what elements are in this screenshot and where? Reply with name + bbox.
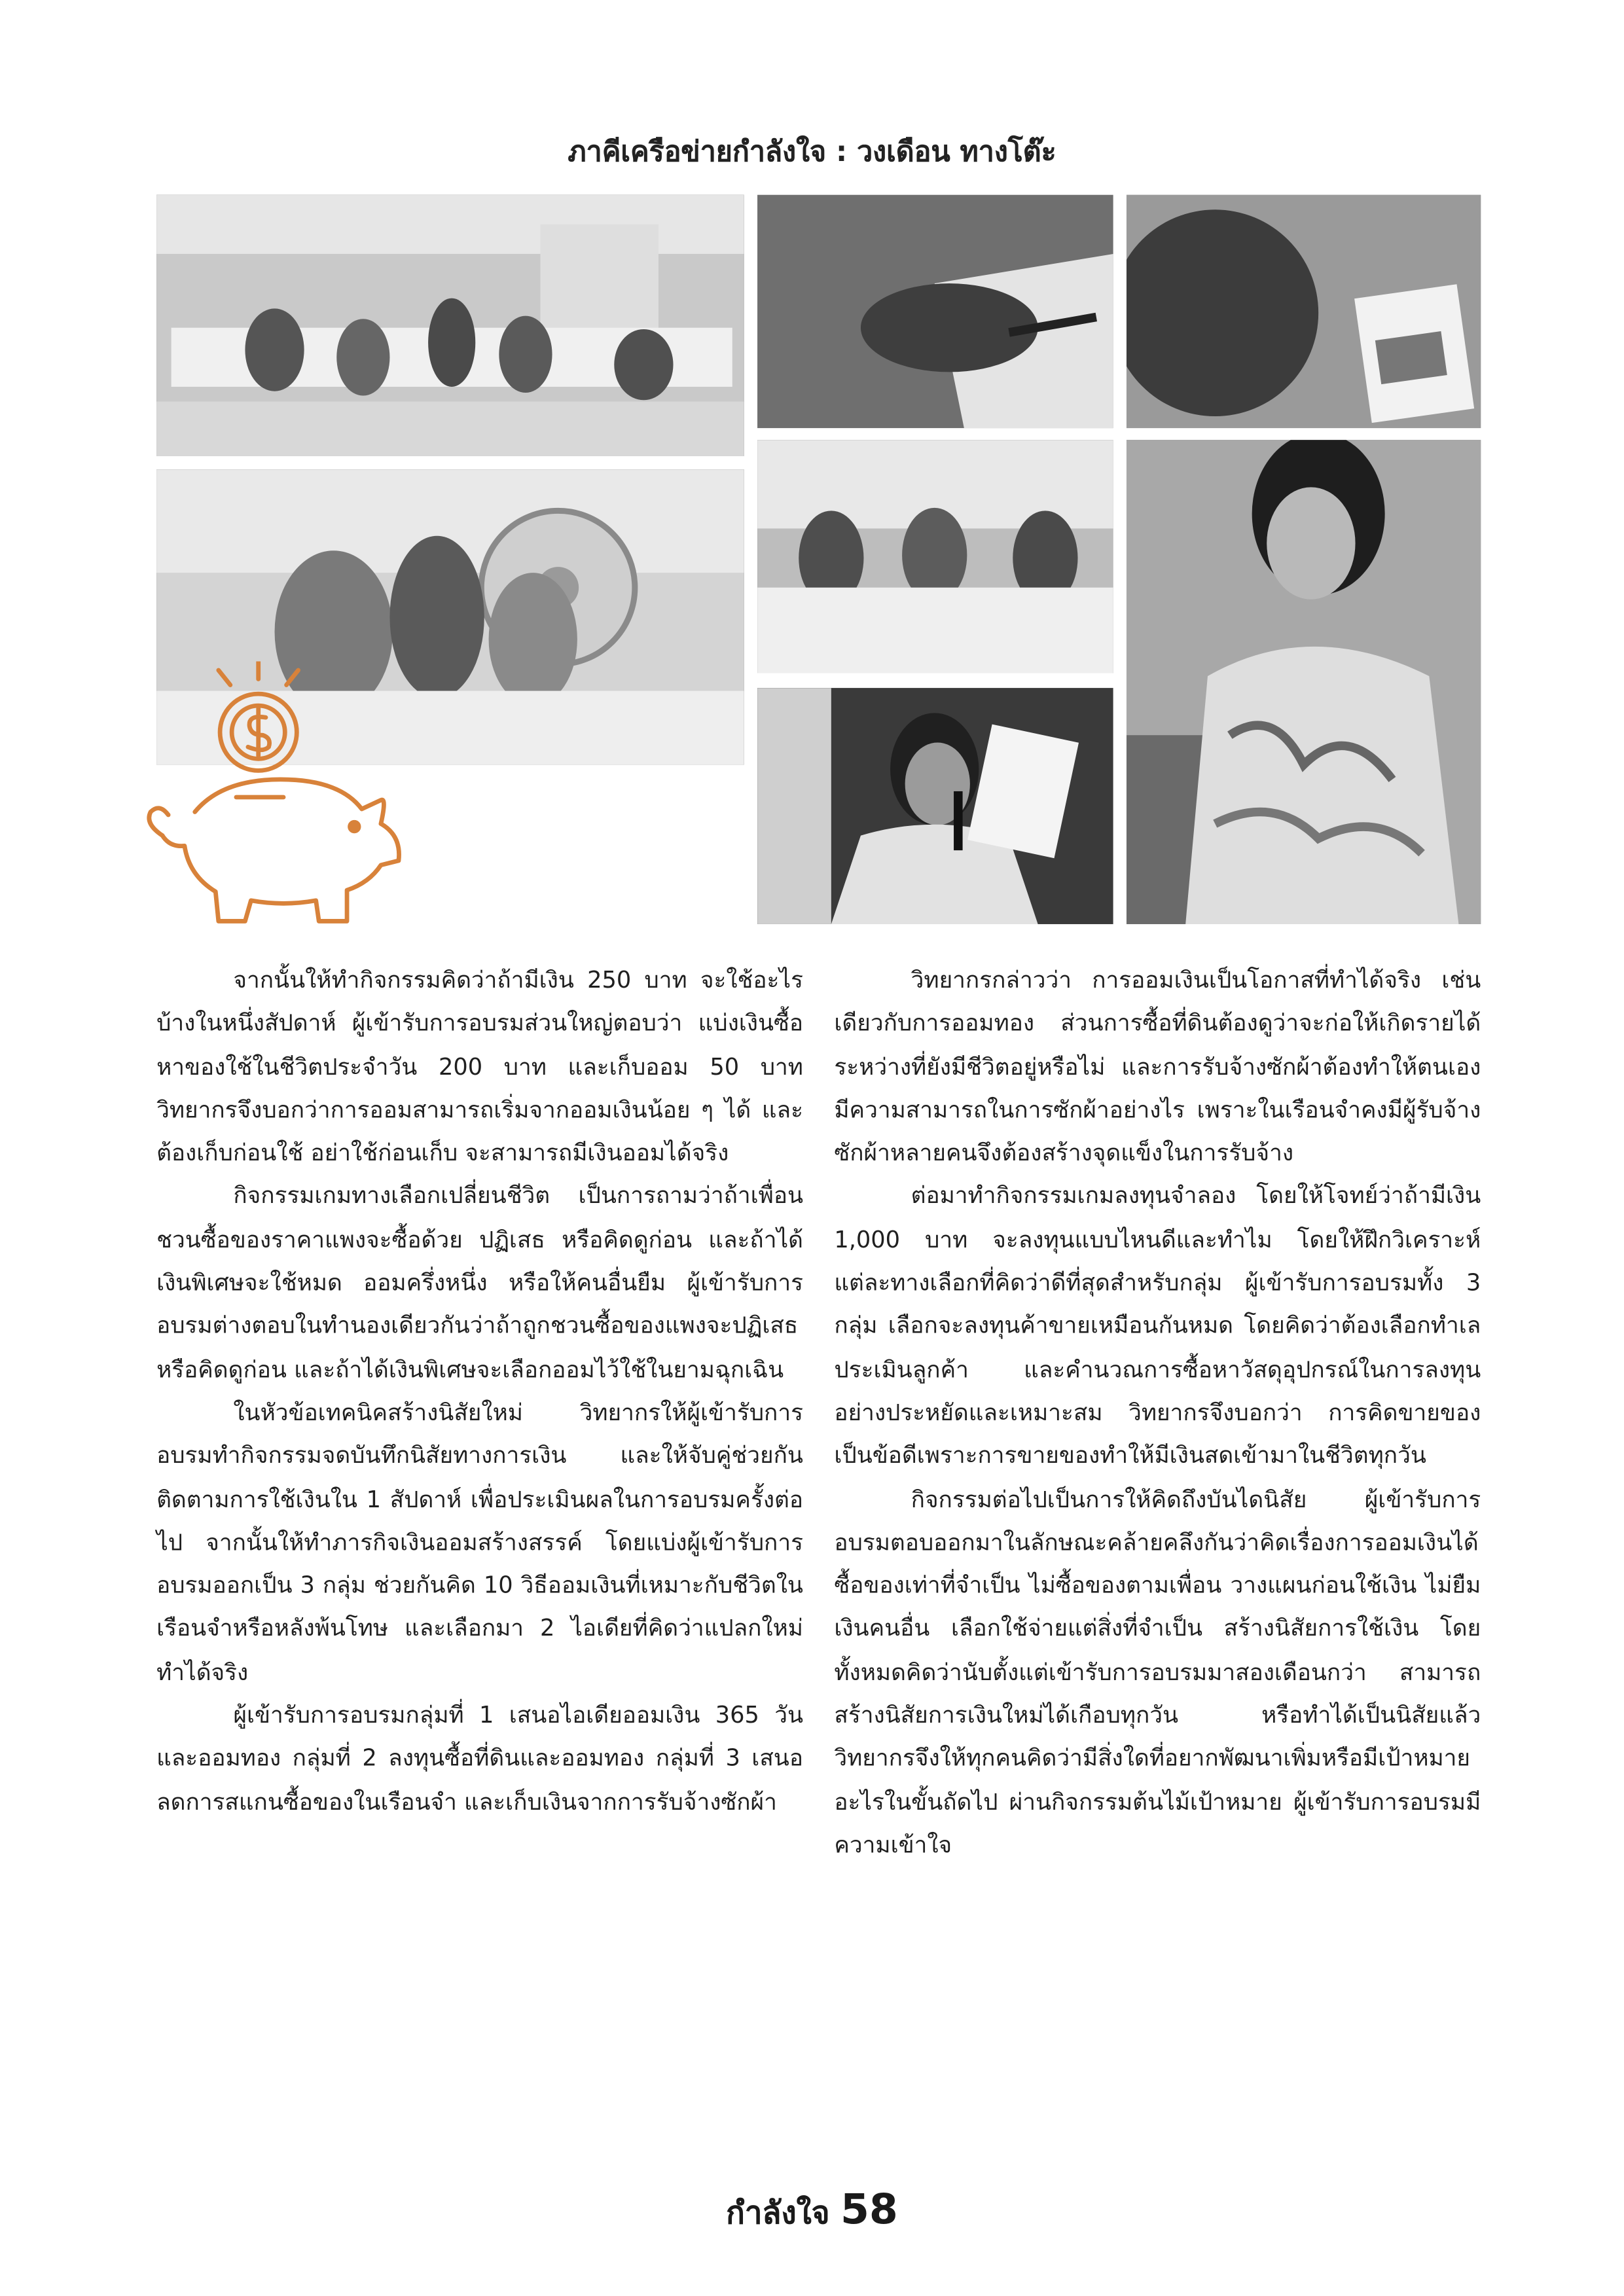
page-header: ภาคีเครือข่ายกำลังใจ : วงเดือน ทางโต๊ะ [568,135,1056,169]
reading-document-photo [1127,195,1481,428]
speaker-microphone-photo [757,688,1113,924]
paragraph: จากนั้นให้ทำกิจกรรมคิดว่าถ้ามีเงิน 250 บาท จะใช้อะไรบ้างในหนึ่งสัปดาห์ ผู้เข้ารับการอบรมส่วนใหญ่ตอบว่า แบ่งเงินซื้อหาของใช้ในชีวิตประจำวัน 200 บาท และเก็บออม 50 บาท วิทยากรจึงบอกว่าการออมสามารถเริ่มจากออมเงินน้อย ๆ ได้ และต้องเก็บก่อนใช้ อย่าใช้ก่อนเก็บ จะสามารถมีเงินออมได้จริง [156,967,803,1167]
hand-writing-photo [757,195,1113,428]
paragraph: ต่อมาทำกิจกรรมเกมลงทุนจำลอง โดยให้โจทย์ว่าถ้ามีเงิน 1,000 บาท จะลงทุนแบบไหนดีและทำไม โดยให้ฝึกวิเคราะห์แต่ละทางเลือกที่คิดว่าดีที่สุดสำหรับกลุ่ม ผู้เข้ารับการอบรมทั้ง 3 กลุ่ม เลือกจะลงทุนค้าขายเหมือนกันหมด โดยคิดว่าต้องเลือกทำเล ประเมินลูกค้า และคำนวณการซื้อหาวัสดุอุปกรณ์ในการลงทุนอย่างประหยัดและเหมาะสม วิทยากรจึงบอกว่า การคิดขายของเป็นข้อดีเพราะการขายของทำให้มีเงินสดเข้ามาในชีวิตทุกวัน [834,1183,1481,1469]
paragraph: ผู้เข้ารับการอบรมกลุ่มที่ 1 เสนอไอเดียออมเงิน 365 วัน และออมทอง กลุ่มที่ 2 ลงทุนซื้อที่ดินและออมทอง กลุ่มที่ 3 เสนอลดการสแกนซื้อของในเรือนจำ และเก็บเงินจากการรับจ้างซักผ้า [156,1702,803,1816]
footer-label: กำลังใจ [726,2195,830,2231]
paragraph: วิทยากรกล่าวว่า การออมเงินเป็นโอกาสที่ทำได้จริง เช่นเดียวกับการออมทอง ส่วนการซื้อที่ดินต้องดูว่าจะก่อให้เกิดรายได้ระหว่างที่ยังมีชีวิตอยู่หรือไม่ และการรับจ้างซักผ้าต้องทำให้ตนเองมีความสามารถในการซักผ้าอย่างไร เพราะในเรือนจำคงมีผู้รับจ้างซักผ้าหลายคนจึงต้องสร้างจุดแข็งในการรับจ้าง [834,967,1481,1167]
article-right-column [834,960,1481,1868]
paragraph: กิจกรรมต่อไปเป็นการให้คิดถึงบันไดนิสัย ผู้เข้ารับการอบรมตอบออกมาในลักษณะคล้ายคลึงกันว่าคิดเรื่องการออมเงินได้ ซื้อของเท่าที่จำเป็น ไม่ซื้อของตามเพื่อน วางแผนก่อนใช้เงิน ไม่ยืมเงินคนอื่น เลือกใช้จ่ายแต่สิ่งที่จำเป็น สร้างนิสัยการใช้เงิน โดยทั้งหมดคิดว่านับตั้งแต่เข้ารับการอบรมมาสองเดือนกว่า สามารถสร้างนิสัยการเงินใหม่ได้เกือบทุกวัน หรือทำได้เป็นนิสัยแล้ว วิทยากรจึงให้ทุกคนคิดว่ามีสิ่งใดที่อยากพัฒนาเพิ่มหรือมีเป้าหมายอะไรในขั้นถัดไป ผ่านกิจกรรมต้นไม้เป้าหมาย ผู้เข้ารับการอบรมมีความเข้าใจ [834,1486,1481,1859]
article-left-column [156,960,803,1825]
speaker-portrait-photo [1127,440,1481,924]
group-writing-photo [757,440,1113,673]
page-footer [0,2185,1624,2238]
paragraph: ในหัวข้อเทคนิคสร้างนิสัยใหม่ วิทยากรให้ผู้เข้ารับการอบรมทำกิจกรรมจดบันทึกนิสัยทางการเงิน และให้จับคู่ช่วยกันติดตามการใช้เงินใน 1 สัปดาห์ เพื่อประเมินผลในการอบรมครั้งต่อไป จากนั้นให้ทำภารกิจเงินออมสร้างสรรค์ โดยแบ่งผู้เข้ารับการอบรมออกเป็น 3 กลุ่ม ช่วยกันคิด 10 วิธีออมเงินที่เหมาะกับชีวิตในเรือนจำหรือหลังพ้นโทษ และเลือกมา 2 ไอเดียที่คิดว่าแปลกใหม่ทำได้จริง [156,1399,803,1686]
page-number: 58 [840,2185,898,2234]
paragraph: กิจกรรมเกมทางเลือกเปลี่ยนชีวิต เป็นการถามว่าถ้าเพื่อนชวนซื้อของราคาแพงจะซื้อด้วย ปฏิเสธ หรือคิดดูก่อน และถ้าได้เงินพิเศษจะใช้หมด ออมครึ่งหนึ่ง หรือให้คนอื่นยืม ผู้เข้ารับการอบรมต่างตอบในทำนองเดียวกันว่าถ้าถูกชวนซื้อของแพงจะปฏิเสธหรือคิดดูก่อน และถ้าได้เงินพิเศษจะเลือกออมไว้ใช้ในยามฉุกเฉิน [156,1183,803,1383]
piggy-bank-coin-icon [118,661,413,936]
training-room-photo [156,195,744,456]
